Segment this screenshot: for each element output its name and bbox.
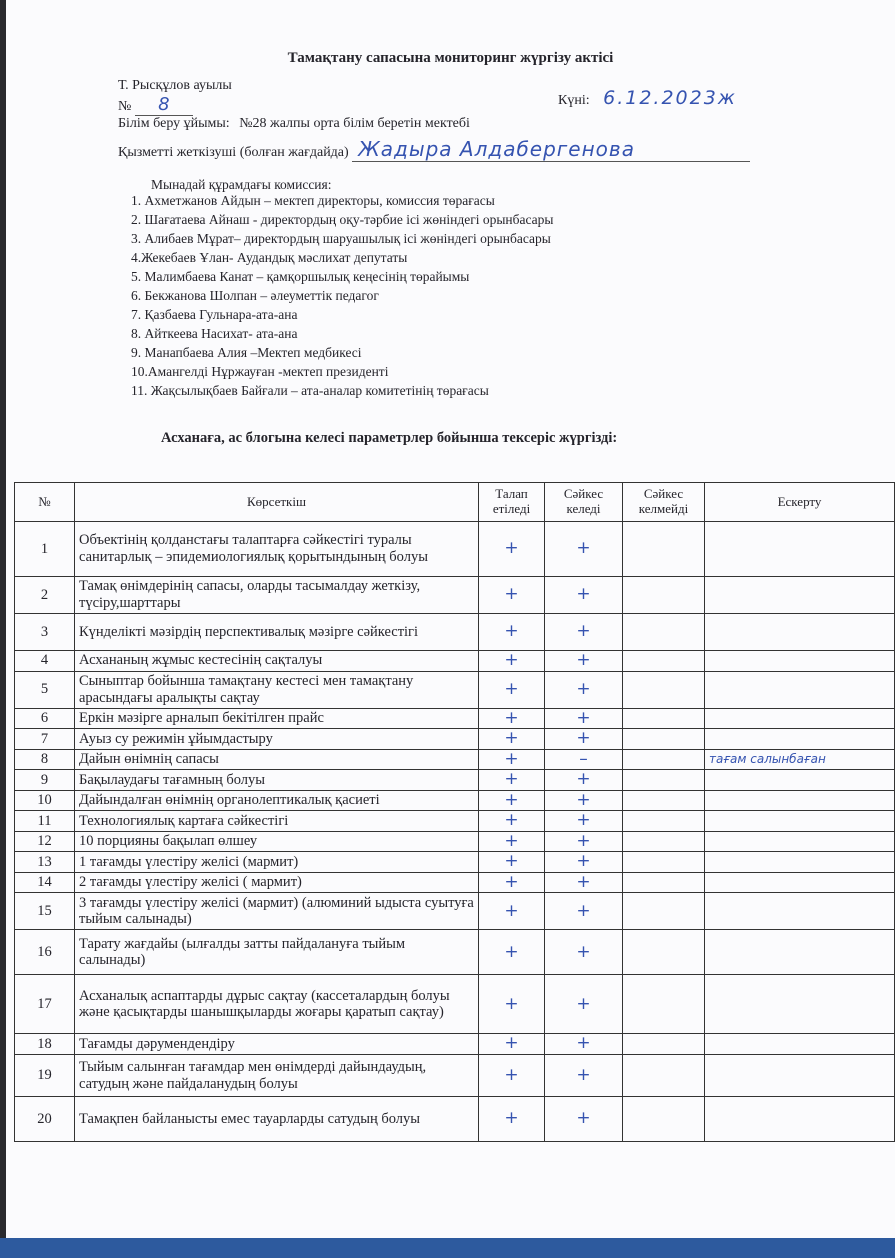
row-indicator: 3 тағамды үлестіру желісі (мармит) (алюминий ыдыста суытуға тыйым салынады) xyxy=(75,893,479,930)
row-noncompliant-mark xyxy=(623,1034,705,1055)
row-number: 5 xyxy=(15,671,75,708)
row-noncompliant-mark xyxy=(623,831,705,852)
commission-member: 5. Малимбаева Канат – қамқоршылық кеңесінің төрайымы xyxy=(131,269,470,284)
row-noncompliant-mark xyxy=(623,811,705,832)
row-number: 16 xyxy=(15,930,75,975)
provider-value: Жадыра Алдабергенова xyxy=(352,137,750,162)
row-compliant-mark: + xyxy=(545,893,623,930)
row-compliant-mark: + xyxy=(545,671,623,708)
row-compliant-mark: + xyxy=(545,577,623,614)
monitoring-table xyxy=(14,482,895,1142)
table-row xyxy=(15,1097,895,1142)
row-noncompliant-mark xyxy=(623,708,705,729)
header-noncompliant: Сәйкес келмейді xyxy=(623,483,705,522)
row-required-mark: + xyxy=(479,893,545,930)
row-indicator: Еркін мәзірге арналып бекітілген прайс xyxy=(75,708,479,729)
row-compliant-mark: + xyxy=(545,930,623,975)
row-indicator: Асханалық аспаптарды дұрыс сақтау (кассеталардың болуы және қасықтарды шанышқыларды жоғары қаратып сақтау) xyxy=(75,975,479,1034)
row-number: 14 xyxy=(15,872,75,893)
table-row xyxy=(15,893,895,930)
row-required-mark: + xyxy=(479,729,545,750)
table-row xyxy=(15,831,895,852)
row-number: 6 xyxy=(15,708,75,729)
row-required-mark: + xyxy=(479,852,545,873)
row-number: 8 xyxy=(15,749,75,770)
provider-line xyxy=(118,137,750,162)
row-compliant-mark: + xyxy=(545,790,623,811)
table-row xyxy=(15,708,895,729)
table-row xyxy=(15,930,895,975)
act-date xyxy=(558,87,737,109)
row-note xyxy=(705,614,895,651)
row-compliant-mark: + xyxy=(545,1055,623,1097)
row-noncompliant-mark xyxy=(623,872,705,893)
row-number: 18 xyxy=(15,1034,75,1055)
row-indicator: Күнделікті мәзірдің перспективалық мәзірге сәйкестігі xyxy=(75,614,479,651)
row-noncompliant-mark xyxy=(623,930,705,975)
table-row xyxy=(15,1034,895,1055)
commission-member: 3. Алибаев Мұрат– директордың шаруашылық ісі жөніндегі орынбасары xyxy=(131,231,551,246)
row-required-mark: + xyxy=(479,975,545,1034)
table-row xyxy=(15,790,895,811)
row-compliant-mark: + xyxy=(545,651,623,672)
row-indicator: Технологиялық картаға сәйкестігі xyxy=(75,811,479,832)
row-noncompliant-mark xyxy=(623,770,705,791)
commission-member: 9. Манапбаева Алия –Мектеп медбикесі xyxy=(131,345,362,360)
row-indicator: Тамақпен байланысты емес тауарларды сатудың болуы xyxy=(75,1097,479,1142)
row-required-mark: + xyxy=(479,577,545,614)
row-noncompliant-mark xyxy=(623,975,705,1034)
table-row xyxy=(15,852,895,873)
row-indicator: Тамақ өнімдерінің сапасы, оларды тасымалдау жеткізу, түсіру,шарттары xyxy=(75,577,479,614)
date-label: Күні: xyxy=(558,93,590,108)
row-number: 17 xyxy=(15,975,75,1034)
row-compliant-mark: + xyxy=(545,872,623,893)
row-noncompliant-mark xyxy=(623,1055,705,1097)
row-noncompliant-mark xyxy=(623,671,705,708)
school-value: №28 жалпы орта білім беретін мектебі xyxy=(239,116,470,131)
row-number: 2 xyxy=(15,577,75,614)
row-note xyxy=(705,790,895,811)
row-note xyxy=(705,577,895,614)
header-number: № xyxy=(15,483,75,522)
table-row xyxy=(15,729,895,750)
row-note xyxy=(705,831,895,852)
row-required-mark: + xyxy=(479,671,545,708)
row-required-mark: + xyxy=(479,749,545,770)
row-number: 12 xyxy=(15,831,75,852)
row-noncompliant-mark xyxy=(623,749,705,770)
row-indicator: Объектінің қолданстағы талаптарға сәйкестігі туралы санитарлық – эпидемиологиялық қорытындының болуы xyxy=(75,522,479,577)
background-strip xyxy=(0,1238,895,1258)
row-note xyxy=(705,522,895,577)
date-value: 6.12.2023ж xyxy=(603,87,737,109)
row-note xyxy=(705,770,895,791)
provider-label: Қызметті жеткізуші (болған жағдайда) xyxy=(118,145,349,160)
row-noncompliant-mark xyxy=(623,729,705,750)
row-note xyxy=(705,975,895,1034)
row-noncompliant-mark xyxy=(623,522,705,577)
row-indicator: 1 тағамды үлестіру желісі (мармит) xyxy=(75,852,479,873)
school-line xyxy=(118,116,470,132)
row-indicator: Тарату жағдайы (ылғалды затты пайдалануға тыйым салынады) xyxy=(75,930,479,975)
commission-title: Мынадай құрамдағы комиссия: xyxy=(151,177,332,192)
row-note xyxy=(705,1034,895,1055)
table-row xyxy=(15,651,895,672)
commission-member: 1. Ахметжанов Айдын – мектеп директоры, комиссия төрағасы xyxy=(131,193,495,208)
number-value: 8 xyxy=(135,94,193,116)
row-compliant-mark: + xyxy=(545,852,623,873)
table-row xyxy=(15,749,895,770)
row-compliant-mark: + xyxy=(545,1034,623,1055)
row-noncompliant-mark xyxy=(623,893,705,930)
row-compliant-mark: + xyxy=(545,1097,623,1142)
row-number: 7 xyxy=(15,729,75,750)
row-noncompliant-mark xyxy=(623,790,705,811)
table-row xyxy=(15,577,895,614)
row-indicator: Сыныптар бойынша тамақтану кестесі мен тамақтану арасындағы аралықты сақтау xyxy=(75,671,479,708)
check-title: Асханаға, ас блогына келесі параметрлер бойынша тексеріс жүргізді: xyxy=(161,430,618,446)
row-required-mark: + xyxy=(479,1055,545,1097)
commission-member: 4.Жекебаев Ұлан- Аудандық мәслихат депутаты xyxy=(131,250,408,265)
header-required: Талап етіледі xyxy=(479,483,545,522)
row-compliant-mark: – xyxy=(545,749,623,770)
row-indicator: 2 тағамды үлестіру желісі ( мармит) xyxy=(75,872,479,893)
row-compliant-mark: + xyxy=(545,614,623,651)
row-number: 20 xyxy=(15,1097,75,1142)
row-noncompliant-mark xyxy=(623,651,705,672)
row-required-mark: + xyxy=(479,1034,545,1055)
act-number xyxy=(118,94,193,116)
row-note xyxy=(705,651,895,672)
table-row xyxy=(15,614,895,651)
commission-member: 11. Жақсылықбаев Байғали – ата-аналар комитетінің төрағасы xyxy=(131,383,489,398)
row-number: 10 xyxy=(15,790,75,811)
row-required-mark: + xyxy=(479,614,545,651)
row-indicator: Тыйым салынған тағамдар мен өнімдерді дайындаудың, сатудың және пайдаланудың болуы xyxy=(75,1055,479,1097)
row-required-mark: + xyxy=(479,790,545,811)
row-required-mark: + xyxy=(479,872,545,893)
village-name: Т. Рысқұлов ауылы xyxy=(118,78,232,93)
row-note xyxy=(705,1055,895,1097)
row-required-mark: + xyxy=(479,930,545,975)
row-required-mark: + xyxy=(479,770,545,791)
row-number: 4 xyxy=(15,651,75,672)
table-row xyxy=(15,770,895,791)
row-indicator: Ауыз су режимін ұйымдастыру xyxy=(75,729,479,750)
row-compliant-mark: + xyxy=(545,975,623,1034)
header-indicator: Көрсеткіш xyxy=(75,483,479,522)
commission-member: 2. Шағатаева Айнаш - директордың оқу-тәрбие ісі жөніндегі орынбасары xyxy=(131,212,554,227)
row-compliant-mark: + xyxy=(545,708,623,729)
row-note xyxy=(705,893,895,930)
row-note xyxy=(705,708,895,729)
school-label: Білім беру ұйымы: xyxy=(118,116,230,131)
row-noncompliant-mark xyxy=(623,1097,705,1142)
row-number: 13 xyxy=(15,852,75,873)
row-noncompliant-mark xyxy=(623,577,705,614)
row-number: 11 xyxy=(15,811,75,832)
commission-member: 7. Қазбаева Гульнара-ата-ана xyxy=(131,307,298,322)
row-compliant-mark: + xyxy=(545,770,623,791)
row-indicator: Асхананың жұмыс кестесінің сақталуы xyxy=(75,651,479,672)
header-note: Ескерту xyxy=(705,483,895,522)
row-required-mark: + xyxy=(479,811,545,832)
row-indicator: Дайын өнімнің сапасы xyxy=(75,749,479,770)
table-row xyxy=(15,1055,895,1097)
table-row xyxy=(15,522,895,577)
row-required-mark: + xyxy=(479,522,545,577)
row-compliant-mark: + xyxy=(545,522,623,577)
header-compliant: Сәйкес келеді xyxy=(545,483,623,522)
commission-member: 10.Амангелді Нұржауған -мектеп президенті xyxy=(131,364,389,379)
row-note: тағам салынбаған xyxy=(705,749,895,770)
row-note xyxy=(705,872,895,893)
row-required-mark: + xyxy=(479,1097,545,1142)
row-number: 9 xyxy=(15,770,75,791)
table-header-row xyxy=(15,483,895,522)
row-note xyxy=(705,1097,895,1142)
row-indicator: Дайындалған өнімнің органолептикалық қасиеті xyxy=(75,790,479,811)
row-indicator: Бақылаудағы тағамның болуы xyxy=(75,770,479,791)
row-note xyxy=(705,852,895,873)
row-noncompliant-mark xyxy=(623,614,705,651)
number-label: № xyxy=(118,99,132,114)
commission-member: 6. Бекжанова Шолпан – әлеуметтік педагог xyxy=(131,288,379,303)
row-required-mark: + xyxy=(479,831,545,852)
row-required-mark: + xyxy=(479,708,545,729)
row-noncompliant-mark xyxy=(623,852,705,873)
row-number: 3 xyxy=(15,614,75,651)
row-indicator: 10 порцияны бақылап өлшеу xyxy=(75,831,479,852)
row-compliant-mark: + xyxy=(545,811,623,832)
row-note xyxy=(705,930,895,975)
row-number: 19 xyxy=(15,1055,75,1097)
table-row xyxy=(15,811,895,832)
document-page xyxy=(6,0,895,1240)
row-indicator: Тағамды дәрумендендіру xyxy=(75,1034,479,1055)
table-row xyxy=(15,975,895,1034)
document-title: Тамақтану сапасына мониторинг жүргізу актісі xyxy=(287,50,614,66)
commission-member: 8. Айткеева Насихат- ата-ана xyxy=(131,326,298,341)
table-row xyxy=(15,872,895,893)
table-row xyxy=(15,671,895,708)
row-number: 15 xyxy=(15,893,75,930)
row-compliant-mark: + xyxy=(545,729,623,750)
row-note xyxy=(705,811,895,832)
row-note xyxy=(705,729,895,750)
row-number: 1 xyxy=(15,522,75,577)
table-body xyxy=(15,522,895,1142)
row-note xyxy=(705,671,895,708)
row-compliant-mark: + xyxy=(545,831,623,852)
row-required-mark: + xyxy=(479,651,545,672)
